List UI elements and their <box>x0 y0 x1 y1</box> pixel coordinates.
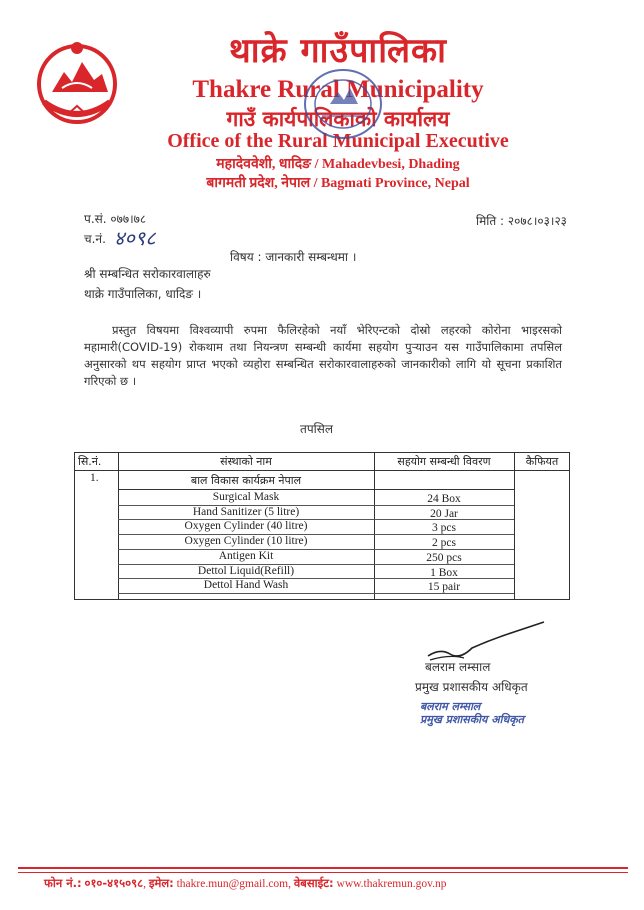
reference-number: प.सं. ०७७।७८ <box>84 212 147 226</box>
header-sn: सि.नं. <box>78 455 102 468</box>
address-line-1: महादेववेशी, धादिङ / Mahadevbesi, Dhading <box>216 157 460 172</box>
item-name: Dettol Liquid(Refill) <box>197 564 295 577</box>
letter-subject: विषय : जानकारी सम्बन्धमा । <box>230 250 357 264</box>
item-name: Oxygen Cylinder (40 litre) <box>184 520 308 533</box>
donation-table <box>74 452 570 600</box>
recipient-line-2: थाक्रे गाउँपालिका, धादिङ । <box>84 287 202 301</box>
item-quantity: 1 Box <box>430 566 458 579</box>
header-organization: संस्थाको नाम <box>220 455 272 468</box>
item-name: Dettol Hand Wash <box>203 579 289 592</box>
item-name: Antigen Kit <box>218 549 274 562</box>
details-heading: तपसिल <box>300 422 334 436</box>
item-quantity: 3 pcs <box>432 522 456 535</box>
organization-name: बाल विकास कार्यक्रम नेपाल <box>190 474 302 487</box>
address-line-2: बागमती प्रदेश, नेपाल / Bagmati Province, Nepal <box>206 176 470 191</box>
municipality-title-english: Thakre Rural Municipality <box>192 76 484 103</box>
footer-contact: फोन नं.: ०१०-४१५०९८, इमेल: thakre.mun@gmail.com, वेबसाईट: www.thakremun.gov.np <box>44 876 447 890</box>
footer-divider <box>18 867 628 869</box>
stamp-line-2: प्रमुख प्रशासकीय अधिकृत <box>420 713 524 726</box>
signatory-name: बलराम लम्साल <box>425 660 491 674</box>
item-name: Oxygen Cylinder (10 litre) <box>184 535 308 548</box>
recipient-line-1: श्री सम्बन्धित सरोकारवालाहरु <box>84 267 211 281</box>
phone-label: फोन नं.: <box>44 876 82 890</box>
footer-divider-thin <box>18 872 628 873</box>
item-name: Surgical Mask <box>212 491 280 503</box>
item-quantity: 2 pcs <box>432 537 456 550</box>
municipality-title-nepali: थाक्रे गाउँपालिका <box>229 31 447 71</box>
phone-number: ०१०-४१५०९८ <box>84 876 144 890</box>
municipality-stamp-icon <box>300 64 386 144</box>
letter-date: मिति : २०७८।०३।२३ <box>476 214 567 228</box>
item-quantity: 20 Jar <box>430 507 458 520</box>
item-quantity: 250 pcs <box>426 551 462 564</box>
row-serial-number: 1. <box>90 472 99 484</box>
item-quantity: 15 pair <box>427 581 461 594</box>
email-link[interactable]: thakre.mun@gmail.com <box>176 878 289 890</box>
item-quantity: 24 Box <box>427 493 461 505</box>
header-remarks: कैफियत <box>525 455 559 468</box>
office-title-english: Office of the Rural Municipal Executive <box>167 130 509 152</box>
signatory-title: प्रमुख प्रशासकीय अधिकृत <box>415 680 528 694</box>
nepal-emblem-icon <box>32 36 122 128</box>
office-title-nepali: गाउँ कार्यपालिकाको कार्यालय <box>226 107 450 131</box>
website-link[interactable]: www.thakremun.gov.np <box>336 878 447 890</box>
dispatch-number-value: ४०९८ <box>114 226 156 250</box>
website-label: वेबसाईट: <box>293 876 334 890</box>
letter-body: प्रस्तुत विषयमा विश्वव्यापी रुपमा फैलिरहेको नयाँ भेरिएन्टको दोस्रो लहरको कोरोना भाइरसको महामारी(COVID-19) रोकथाम तथा नियन्त्रण सम्बन्धी कार्यमा सहयोग पुऱ्याउन यस गाउँपालिकामा तपसिल अनुसारको थप सहयोग प्राप्त भएको व्यहोरा सम्बन्धित सरोकारवालाहरुको जानकारीको लागि यो सूचना प्रकाशित गरिएको छ । <box>84 323 562 388</box>
item-name: Hand Sanitizer (5 litre) <box>192 505 300 518</box>
email-label: इमेल: <box>148 876 174 890</box>
stamp-line-1: बलराम लम्साल <box>420 700 481 713</box>
dispatch-number-label: च.नं. <box>84 232 106 246</box>
signatory-stamp <box>420 700 540 726</box>
header-support-details: सहयोग सम्बन्धी विवरण <box>397 455 491 468</box>
